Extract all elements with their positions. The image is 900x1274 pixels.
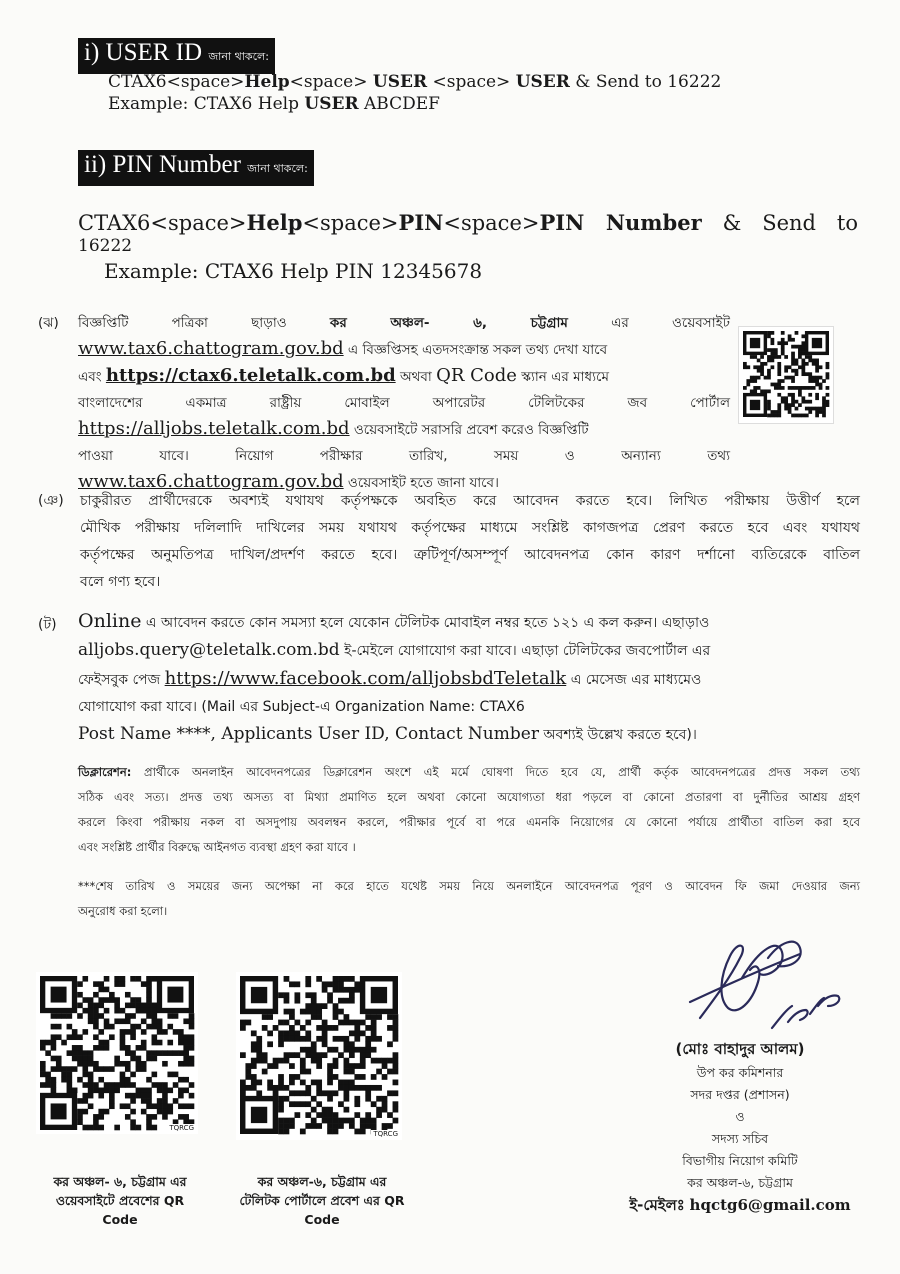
declaration: ডিক্লারেশন: প্রার্থীকে অনলাইন আবেদনপত্রের ডিক্লারেশন অংশে এই মর্মে ঘোষণা দিতে হবে যে, প্রার্থী কর্তৃক আবেদনপত্রের প্রদত্ত সকল তথ্য সঠিক এবং সত্য। প্রদত্ত তথ্য অসত্য বা মিথ্যা প্রমাণিত হলে অথবা কোনো অযোগ্যতা ধরা পড়লে বা কোনো প্রতারণা বা দুর্নীতির আশ্রয় গ্রহণ করলে কিংবা পরীক্ষায় নকল বা অসদুপায় অবলম্বন করলে, পরীক্ষার পূর্বে বা পরে এমনকি নিয়োগের যে কোনো পর্যায়ে প্রার্থীতা বাতিল করা হবে এবং সংশ্লিষ্ট প্রার্থীর বিরুদ্ধে আইনগত ব্যবস্থা গ্রহণ করা যাবে । [78, 765, 861, 854]
qr-badge: TQRCG [169, 1124, 194, 1132]
item-jha-marker: (ঝ) [38, 315, 59, 331]
item-ta-marker: (ট) [38, 617, 57, 633]
signatory-email: ই-মেইলঃ hqctg6@gmail.com [629, 1196, 851, 1214]
item-ya-marker: (ঞ) [38, 493, 64, 509]
section-ii-heading: ii) PIN Number জানা থাকলে: [78, 150, 314, 186]
qr-code-teletalk [236, 972, 402, 1140]
link-facebook-page[interactable]: https://www.facebook.com/alljobsbdTeletalk [164, 668, 567, 689]
qr-badge: TQRCG [373, 1130, 398, 1138]
link-alljobs-teletalk[interactable]: https://alljobs.teletalk.com.bd [78, 418, 350, 439]
deadline-note: ***শেষ তারিখ ও সময়ের জন্য অপেক্ষা না করে হাতে যথেষ্ট সময় নিয়ে অনলাইনে আবেদনপত্র পূরণ ও আবেদন ফি জমা দেওয়ার জন্য অনুরোধ করা হলো। [78, 879, 860, 918]
item-ta-body: Online এ আবেদন করতে কোন সমস্যা হলে যেকোন টেলিটক মোবাইল নম্বর হতে ১২১ এ কল করুন। এছাড়াও alljobs.query@teletalk.com.bd ই-মেইলে যোগাযোগ করা যাবে। এছাড়া টেলিটকের জবপোর্টাল এর ফেইসবুক পেজ https://www.facebook.com/alljobsbdTeletalk এ মেসেজ এর মাধ্যমেও যোগাযোগ করা যাবে। (Mail এর Subject-এ Organization Name: CTAX6 Post Name ****, Applicants User ID, Contact Number অবশ্যই উল্লেখ করতে হবে)। [78, 610, 711, 744]
qr-left-caption: কর অঞ্চল- ৬, চট্টগ্রাম এর ওয়েবসাইটে প্রবেশের QR Code [53, 1174, 187, 1227]
section-ii-shortcode: 16222 [78, 236, 133, 256]
link-tax6-website[interactable]: www.tax6.chattogram.gov.bd [78, 338, 344, 359]
qr-code-website [36, 972, 198, 1134]
section-ii-command: CTAX6<space>Help<space>PIN<space>PIN Number & Send to [78, 210, 858, 235]
link-ctax6-teletalk[interactable]: https://ctax6.teletalk.com.bd [105, 365, 396, 386]
section-ii-example: Example: CTAX6 Help PIN 12345678 [104, 259, 483, 283]
item-jha-body: বিজ্ঞপ্তিটি পত্রিকা ছাড়াও কর অঞ্চল- ৬, চট্টগ্রাম এর ওয়েবসাইট www.tax6.chattogram.gov.bd এ বিজ্ঞপ্তিসহ এতদসংক্রান্ত সকল তথ্য দেখা যাবে এবং https://ctax6.teletalk.com.bd অথবা QR Code স্ক্যান এর মাধ্যমে বাংলাদেশের একমাত্র রাষ্ট্রীয় মোবাইল অপারেটর টেলিটকের জব পোর্টাল https://alljobs.teletalk.com.bd ওয়েবসাইটে সরাসরি প্রবেশ করেও বিজ্ঞপ্তিটি পাওয়া যাবে। নিয়োগ পরীক্ষার তারিখ, সময় ও অন্যান্য তথ্য www.tax6.chattogram.gov.bd ওয়েবসাইট হতে জানা যাবে। [78, 315, 731, 492]
signatory-name: (মোঃ বাহাদুর আলম) [675, 1040, 805, 1058]
section-i-command: CTAX6<space>Help<space> USER <space> USER & Send to 16222 [108, 72, 722, 92]
signatory-block: (মোঃ বাহাদুর আলম) উপ কর কমিশনার সদর দপ্তর (প্রশাসন) ও সদস্য সচিব বিভাগীয় নিয়োগ কমিটি কর অঞ্চল-৬, চট্টগ্রাম ই-মেইলঃ hqctg6@gmail.com [620, 1036, 860, 1216]
link-tax6-website-2[interactable]: www.tax6.chattogram.gov.bd [78, 471, 344, 492]
handwritten-signature [660, 918, 850, 1040]
email-alljobs-query[interactable]: alljobs.query@teletalk.com.bd [78, 640, 340, 660]
qr-code-small [738, 326, 834, 424]
section-i-example: Example: CTAX6 Help USER ABCDEF [108, 94, 440, 114]
item-ya-body: চাকুরীরত প্রার্থীদেরকে অবশ্যই যথাযথ কর্তৃপক্ষকে অবহিত করে আবেদন করতে হবে। লিখিত পরীক্ষায় উত্তীর্ণ হলে মৌখিক পরীক্ষায় দলিলাদি দাখিলের সময় যথাযথ কর্তৃপক্ষের মাধ্যমে সংশ্লিষ্ট কাগজপত্র প্রেরণ করতে হবে এবং যথাযথ কর্তৃপক্ষের অনুমতিপত্র দাখিল/প্রদর্শণ করতে হবে। ত্রুটিপূর্ণ/অসম্পূর্ণ আবেদনপত্র কোন কারণ দর্শানো ব্যতিরেকে বাতিল বলে গণ্য হবে। [80, 493, 860, 590]
section-i-heading: i) USER ID জানা থাকলে: [78, 38, 275, 74]
qr-right-caption: কর অঞ্চল-৬, চট্টগ্রাম এর টেলিটক পোর্টালে প্রবেশ এর QR Code [239, 1174, 405, 1227]
